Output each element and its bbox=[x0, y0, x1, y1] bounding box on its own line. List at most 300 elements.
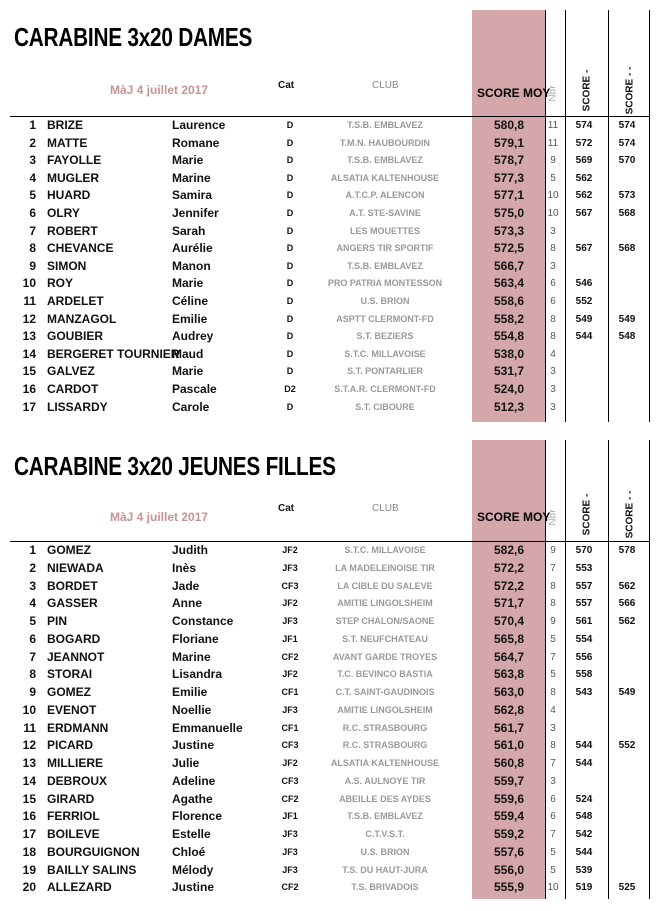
table-row bbox=[0, 649, 660, 666]
cell-cat: D bbox=[286, 172, 294, 183]
cell-last: STORAI bbox=[47, 667, 93, 682]
cell-first: Maud bbox=[172, 346, 204, 361]
cell-cat: D bbox=[286, 208, 294, 218]
cell-last: ROBERT bbox=[47, 223, 98, 238]
cell-nbr: 8 bbox=[550, 243, 556, 255]
cell-nbr: 11 bbox=[547, 120, 559, 131]
cell-score: 564,7 bbox=[493, 649, 524, 664]
cell-cat: D bbox=[286, 331, 294, 342]
cell-cat: JF3 bbox=[282, 864, 298, 875]
cell-first: Justine bbox=[172, 880, 215, 895]
cell-first: Audrey bbox=[172, 329, 214, 344]
table-row bbox=[0, 363, 660, 380]
update-date: MàJ 4 juillet 2017 bbox=[110, 510, 209, 524]
cell-first: Carole bbox=[172, 399, 210, 414]
cell-cat: JF1 bbox=[282, 633, 298, 644]
cell-first: Marine bbox=[172, 170, 211, 185]
cell-club: S.T.C. MILLAVOISE bbox=[344, 545, 426, 555]
cell-rank: 17 bbox=[22, 399, 36, 414]
cell-last: GOMEZ bbox=[47, 543, 91, 557]
cell-rank: 2 bbox=[29, 135, 36, 150]
cell-s2: 549 bbox=[618, 687, 636, 698]
cell-last: BOURGUIGNON bbox=[47, 844, 140, 859]
cell-rank: 4 bbox=[29, 170, 36, 185]
table-row bbox=[0, 578, 660, 595]
cell-nbr: 7 bbox=[550, 829, 556, 840]
cell-club: ALSATIA KALTENHOUSE bbox=[330, 172, 440, 183]
cell-last: LISSARDY bbox=[47, 399, 108, 414]
cell-cat: D2 bbox=[284, 384, 296, 394]
cell-club: S.T.A.R. CLERMONT-FD bbox=[334, 384, 436, 394]
cell-s1: 554 bbox=[575, 633, 593, 645]
cell-cat: D bbox=[286, 366, 294, 377]
cell-cat: JF3 bbox=[282, 704, 298, 715]
cell-first: Judith bbox=[172, 543, 208, 557]
cell-s1: 570 bbox=[575, 545, 593, 556]
cell-nbr: 8 bbox=[550, 687, 556, 698]
cell-rank: 9 bbox=[29, 685, 36, 699]
cell-nbr: 9 bbox=[550, 616, 556, 627]
cell-rank: 7 bbox=[29, 223, 36, 238]
cell-s2: 574 bbox=[618, 137, 636, 149]
cell-club: AMITIE LINGOLSHEIM bbox=[337, 598, 433, 609]
cell-rank: 12 bbox=[22, 311, 36, 326]
cell-last: GOMEZ bbox=[47, 685, 91, 699]
cell-nbr: 5 bbox=[550, 846, 556, 858]
cell-s1: 549 bbox=[575, 313, 593, 325]
table-row bbox=[0, 187, 660, 204]
cell-score: 561,7 bbox=[493, 720, 524, 735]
cell-nbr: 4 bbox=[550, 348, 556, 360]
cell-rank: 8 bbox=[29, 667, 36, 682]
cell-s2: 552 bbox=[618, 740, 636, 752]
cell-first: Romane bbox=[172, 135, 220, 150]
cell-cat: D bbox=[286, 348, 294, 359]
cell-rank: 9 bbox=[29, 258, 36, 273]
header-score-a: SCORE - bbox=[581, 493, 593, 536]
cell-s1: 553 bbox=[575, 562, 593, 574]
cell-nbr: 7 bbox=[550, 562, 556, 574]
cell-club: R.C. STRASBOURG bbox=[342, 740, 428, 751]
cell-first: Marie bbox=[172, 276, 204, 291]
cell-club: T.S.B. EMBLAVEZ bbox=[347, 811, 423, 822]
table-row bbox=[0, 791, 660, 808]
table-row bbox=[0, 613, 660, 630]
table-row bbox=[0, 879, 660, 896]
cell-nbr: 5 bbox=[550, 172, 556, 184]
cell-s1: 542 bbox=[575, 829, 593, 840]
cell-club: A.S. AULNOYE TIR bbox=[344, 775, 426, 786]
cell-club: T.S. BRIVADOIS bbox=[351, 882, 419, 893]
cell-score: 563,4 bbox=[493, 276, 524, 291]
cell-cat: D bbox=[286, 401, 294, 412]
cell-s1: 552 bbox=[575, 296, 593, 307]
cell-rank: 16 bbox=[22, 382, 36, 396]
cell-first: Marie bbox=[172, 153, 204, 168]
cell-nbr: 3 bbox=[550, 384, 556, 395]
cell-club: U.S. BRION bbox=[360, 846, 410, 857]
cell-nbr: 6 bbox=[550, 296, 556, 307]
cell-s1: 572 bbox=[575, 137, 593, 149]
cell-s2: 568 bbox=[618, 208, 636, 219]
cell-score: 572,2 bbox=[493, 560, 524, 575]
cell-cat: JF1 bbox=[282, 811, 298, 822]
cell-club: A.T. STE-SAVINE bbox=[349, 208, 421, 218]
cell-last: MANZAGOL bbox=[47, 311, 117, 326]
cell-last: SIMON bbox=[47, 258, 87, 273]
cell-club: T.S.B. EMBLAVEZ bbox=[347, 120, 423, 130]
cell-s1: 544 bbox=[575, 740, 593, 752]
cell-last: EVENOT bbox=[47, 702, 97, 717]
cell-club: T.S. DU HAUT-JURA bbox=[342, 864, 428, 875]
cell-score: 554,8 bbox=[493, 329, 524, 344]
cell-nbr: 9 bbox=[550, 545, 556, 556]
cell-score: 563,0 bbox=[493, 685, 524, 699]
cell-last: ROY bbox=[47, 276, 74, 291]
cell-rank: 1 bbox=[29, 543, 36, 557]
cell-rank: 3 bbox=[29, 578, 36, 593]
cell-nbr: 7 bbox=[550, 651, 556, 663]
cell-s1: 539 bbox=[575, 864, 593, 876]
cell-first: Chloé bbox=[172, 844, 206, 859]
cell-first: Manon bbox=[172, 258, 211, 273]
cell-nbr: 6 bbox=[550, 278, 556, 290]
cell-rank: 6 bbox=[29, 631, 36, 646]
header-club: CLUB bbox=[372, 80, 399, 91]
table-row bbox=[0, 755, 660, 772]
cell-score: 559,4 bbox=[493, 809, 524, 824]
cell-club: ALSATIA KALTENHOUSE bbox=[330, 758, 440, 768]
cell-last: OLRY bbox=[47, 206, 80, 220]
cell-last: ERDMANN bbox=[47, 720, 109, 735]
header-score-b: SCORE - - bbox=[624, 490, 636, 539]
cell-first: Emilie bbox=[172, 311, 208, 326]
cell-score: 570,4 bbox=[493, 614, 524, 628]
cell-cat: JF3 bbox=[282, 616, 298, 626]
cell-nbr: 8 bbox=[550, 580, 556, 592]
cell-rank: 16 bbox=[22, 809, 36, 824]
cell-nbr: 3 bbox=[550, 722, 556, 734]
table-row bbox=[0, 720, 660, 737]
cell-last: JEANNOT bbox=[47, 649, 105, 664]
cell-rank: 6 bbox=[29, 206, 36, 220]
cell-last: PICARD bbox=[47, 738, 94, 753]
table-row bbox=[0, 808, 660, 825]
table-row bbox=[0, 631, 660, 648]
cell-cat: CF2 bbox=[281, 651, 299, 662]
update-date: MàJ 4 juillet 2017 bbox=[110, 83, 209, 97]
cell-first: Constance bbox=[172, 614, 234, 628]
cell-last: GALVEZ bbox=[47, 364, 95, 379]
cell-s2: 574 bbox=[618, 120, 636, 131]
cell-club: T.C. BEVINCO BASTIA bbox=[337, 669, 433, 680]
cell-first: Adeline bbox=[172, 773, 216, 788]
cell-nbr: 10 bbox=[547, 882, 559, 894]
cell-club: ANGERS TIR SPORTIF bbox=[336, 243, 434, 254]
cell-first: Agathe bbox=[172, 791, 213, 806]
cell-nbr: 6 bbox=[550, 811, 556, 823]
cell-last: FAYOLLE bbox=[47, 153, 102, 168]
cell-rank: 7 bbox=[29, 649, 36, 664]
cell-score: 578,7 bbox=[493, 153, 524, 168]
table-row bbox=[0, 170, 660, 187]
cell-score: 559,7 bbox=[493, 773, 524, 788]
cell-club: R.C. STRASBOURG bbox=[342, 722, 428, 733]
section-title: CARABINE 3x20 JEUNES FILLES bbox=[14, 451, 336, 481]
cell-club: T.S.B. EMBLAVEZ bbox=[347, 155, 423, 166]
cell-nbr: 3 bbox=[550, 401, 556, 413]
cell-score: 582,6 bbox=[493, 543, 524, 557]
cell-score: 531,7 bbox=[493, 364, 524, 379]
cell-score: 562,8 bbox=[493, 702, 524, 717]
cell-last: CHEVANCE bbox=[47, 241, 114, 256]
cell-club: S.T. NEUFCHATEAU bbox=[342, 633, 428, 644]
cell-cat: D bbox=[286, 260, 294, 271]
header-nbr: Nbr bbox=[547, 509, 559, 526]
cell-last: MILLIERE bbox=[47, 756, 103, 770]
cell-score: 579,1 bbox=[493, 135, 524, 150]
cell-s1: 574 bbox=[575, 120, 593, 131]
cell-first: Justine bbox=[172, 738, 215, 753]
cell-nbr: 3 bbox=[550, 366, 556, 378]
cell-s1: 558 bbox=[575, 669, 593, 681]
table-row bbox=[0, 328, 660, 345]
cell-s2: 562 bbox=[618, 616, 636, 627]
cell-cat: JF2 bbox=[282, 545, 298, 555]
cell-score: 560,8 bbox=[493, 756, 524, 770]
table-row bbox=[0, 258, 660, 275]
table-row bbox=[0, 311, 660, 328]
cell-last: GASSER bbox=[47, 596, 98, 611]
cell-rank: 5 bbox=[29, 188, 36, 203]
cell-score: 512,3 bbox=[493, 399, 524, 414]
cell-club: LES MOUETTES bbox=[349, 225, 420, 236]
cell-rank: 11 bbox=[23, 720, 36, 735]
cell-rank: 14 bbox=[22, 773, 36, 788]
cell-score: 565,8 bbox=[493, 631, 524, 646]
header-score-moy: SCORE MOY bbox=[477, 510, 551, 524]
cell-s2: 525 bbox=[618, 882, 636, 894]
cell-first: Jade bbox=[172, 578, 200, 593]
cell-nbr: 8 bbox=[550, 331, 556, 343]
cell-score: 559,6 bbox=[493, 791, 524, 806]
cell-club: LA MADELEINOISE TIR bbox=[335, 562, 435, 573]
cell-score: 575,0 bbox=[493, 206, 524, 220]
cell-club: C.T.V.S.T. bbox=[365, 829, 405, 839]
cell-cat: D bbox=[286, 243, 294, 254]
cell-cat: CF3 bbox=[281, 580, 299, 591]
table-row bbox=[0, 346, 660, 363]
table-row bbox=[0, 240, 660, 257]
cell-last: BOILEVE bbox=[47, 827, 100, 841]
cell-s1: 548 bbox=[575, 811, 593, 823]
cell-score: 566,7 bbox=[493, 258, 524, 273]
cell-club: S.T. CIBOURE bbox=[355, 401, 415, 412]
cell-rank: 5 bbox=[29, 614, 36, 628]
cell-cat: CF2 bbox=[281, 793, 299, 804]
table-row bbox=[0, 862, 660, 879]
table-row bbox=[0, 381, 660, 398]
cell-last: NIEWADA bbox=[47, 560, 104, 575]
cell-rank: 12 bbox=[22, 738, 36, 753]
cell-rank: 15 bbox=[22, 364, 36, 379]
cell-nbr: 8 bbox=[550, 598, 556, 610]
cell-cat: JF3 bbox=[282, 846, 298, 857]
cell-club: AVANT GARDE TROYES bbox=[332, 651, 438, 662]
cell-s1: 544 bbox=[575, 846, 593, 858]
cell-club: LA CIBLE DU SALEVE bbox=[337, 580, 433, 591]
cell-rank: 13 bbox=[22, 329, 36, 344]
table-row bbox=[0, 399, 660, 416]
cell-club: A.T.C.P. ALENCON bbox=[345, 190, 425, 201]
cell-score: 571,7 bbox=[493, 596, 524, 611]
header-nbr: Nbr bbox=[547, 85, 559, 102]
cell-rank: 4 bbox=[29, 596, 36, 611]
cell-nbr: 3 bbox=[550, 775, 556, 787]
cell-first: Lisandra bbox=[172, 667, 223, 682]
cell-nbr: 10 bbox=[547, 190, 559, 202]
cell-nbr: 4 bbox=[550, 704, 556, 716]
table-row bbox=[0, 223, 660, 240]
cell-s2: 549 bbox=[618, 313, 636, 325]
cell-last: HUARD bbox=[47, 188, 91, 203]
cell-club: ABEILLE DES AYDES bbox=[339, 793, 431, 804]
cell-rank: 13 bbox=[22, 756, 36, 770]
cell-first: Jennifer bbox=[172, 206, 219, 220]
cell-score: 580,8 bbox=[493, 118, 524, 132]
cell-rank: 18 bbox=[22, 844, 36, 859]
table-row bbox=[0, 293, 660, 310]
cell-club: PRO PATRIA MONTESSON bbox=[327, 278, 443, 289]
cell-cat: D bbox=[286, 137, 294, 148]
cell-last: BAILLY SALINS bbox=[47, 862, 137, 877]
cell-s2: 573 bbox=[618, 190, 636, 202]
cell-s2: 578 bbox=[618, 545, 636, 556]
cell-s1: 556 bbox=[575, 651, 593, 663]
cell-last: ALLEZARD bbox=[47, 880, 112, 895]
header-score-a: SCORE - bbox=[581, 69, 593, 112]
cell-first: Noellie bbox=[172, 702, 212, 717]
cell-cat: JF3 bbox=[282, 829, 298, 839]
cell-s1: 544 bbox=[575, 758, 593, 769]
cell-club: T.S.B. EMBLAVEZ bbox=[347, 260, 423, 271]
cell-score: 572,2 bbox=[493, 578, 524, 593]
cell-first: Mélody bbox=[172, 862, 214, 877]
cell-nbr: 3 bbox=[550, 225, 556, 237]
cell-cat: JF2 bbox=[282, 758, 298, 768]
cell-nbr: 3 bbox=[550, 260, 556, 272]
table-row bbox=[0, 135, 660, 152]
cell-nbr: 10 bbox=[547, 208, 559, 219]
table-row bbox=[0, 117, 660, 134]
cell-s2: 568 bbox=[618, 243, 636, 255]
cell-last: MUGLER bbox=[47, 170, 99, 185]
cell-cat: CF3 bbox=[281, 740, 299, 751]
cell-s2: 570 bbox=[618, 155, 636, 167]
table-row bbox=[0, 542, 660, 559]
cell-s2: 548 bbox=[618, 331, 636, 343]
cell-rank: 19 bbox=[22, 862, 36, 877]
cell-s1: 562 bbox=[575, 172, 593, 184]
cell-first: Emilie bbox=[172, 685, 208, 699]
cell-s1: 544 bbox=[575, 331, 593, 343]
cell-first: Florence bbox=[172, 809, 223, 824]
cell-score: 555,9 bbox=[493, 880, 524, 895]
cell-score: 556,0 bbox=[493, 862, 524, 877]
cell-score: 577,1 bbox=[493, 188, 524, 203]
cell-cat: D bbox=[286, 313, 294, 324]
cell-first: Laurence bbox=[172, 118, 226, 132]
cell-score: 559,2 bbox=[493, 827, 524, 841]
cell-rank: 14 bbox=[22, 346, 36, 361]
table-row bbox=[0, 205, 660, 222]
cell-cat: JF2 bbox=[282, 598, 298, 609]
cell-rank: 17 bbox=[22, 827, 36, 841]
cell-cat: JF2 bbox=[282, 669, 298, 680]
cell-first: Sarah bbox=[172, 223, 206, 238]
cell-nbr: 5 bbox=[550, 633, 556, 645]
cell-last: FERRIOL bbox=[47, 809, 100, 824]
table-row bbox=[0, 560, 660, 577]
cell-rank: 3 bbox=[29, 153, 36, 168]
cell-last: DEBROUX bbox=[47, 773, 108, 788]
cell-first: Anne bbox=[172, 596, 202, 611]
cell-s1: 567 bbox=[575, 243, 593, 255]
cell-score: 563,8 bbox=[493, 667, 524, 682]
header-cat: Cat bbox=[278, 80, 295, 91]
cell-nbr: 9 bbox=[550, 155, 556, 167]
cell-score: 524,0 bbox=[493, 382, 524, 396]
cell-first: Emmanuelle bbox=[172, 720, 243, 735]
cell-club: T.M.N. HAUBOURDIN bbox=[340, 137, 430, 148]
cell-cat: D bbox=[286, 296, 294, 306]
cell-s1: 561 bbox=[575, 616, 593, 627]
cell-club: AMITIE LINGOLSHEIM bbox=[337, 704, 433, 715]
table-row bbox=[0, 152, 660, 169]
table-row bbox=[0, 702, 660, 719]
cell-last: GIRARD bbox=[47, 791, 95, 806]
cell-first: Inès bbox=[172, 560, 197, 575]
table-row bbox=[0, 844, 660, 861]
cell-first: Céline bbox=[172, 294, 209, 308]
cell-score: 573,3 bbox=[493, 223, 524, 238]
cell-s1: 546 bbox=[575, 278, 593, 290]
table-row bbox=[0, 737, 660, 754]
cell-s2: 566 bbox=[618, 598, 636, 610]
cell-last: ARDELET bbox=[47, 294, 104, 308]
cell-last: GOUBIER bbox=[47, 329, 104, 344]
cell-nbr: 8 bbox=[550, 313, 556, 325]
cell-first: Julie bbox=[172, 756, 200, 770]
cell-cat: D bbox=[286, 120, 294, 130]
cell-last: MATTE bbox=[47, 135, 88, 150]
cell-last: PIN bbox=[47, 614, 68, 628]
cell-club: STEP CHALON/SAONE bbox=[335, 616, 435, 626]
cell-s1: 519 bbox=[575, 882, 593, 894]
cell-first: Floriane bbox=[172, 631, 219, 646]
cell-nbr: 6 bbox=[550, 793, 556, 805]
cell-s1: 557 bbox=[575, 580, 593, 592]
cell-last: BERGERET TOURNIER bbox=[47, 346, 180, 361]
cell-nbr: 11 bbox=[547, 137, 559, 149]
cell-first: Marine bbox=[172, 649, 211, 664]
cell-last: BOGARD bbox=[47, 631, 101, 646]
header-cat: Cat bbox=[278, 503, 295, 514]
cell-club: S.T. BEZIERS bbox=[356, 331, 414, 342]
cell-score: 561,0 bbox=[493, 738, 524, 753]
cell-rank: 2 bbox=[29, 560, 36, 575]
cell-rank: 11 bbox=[23, 294, 36, 308]
